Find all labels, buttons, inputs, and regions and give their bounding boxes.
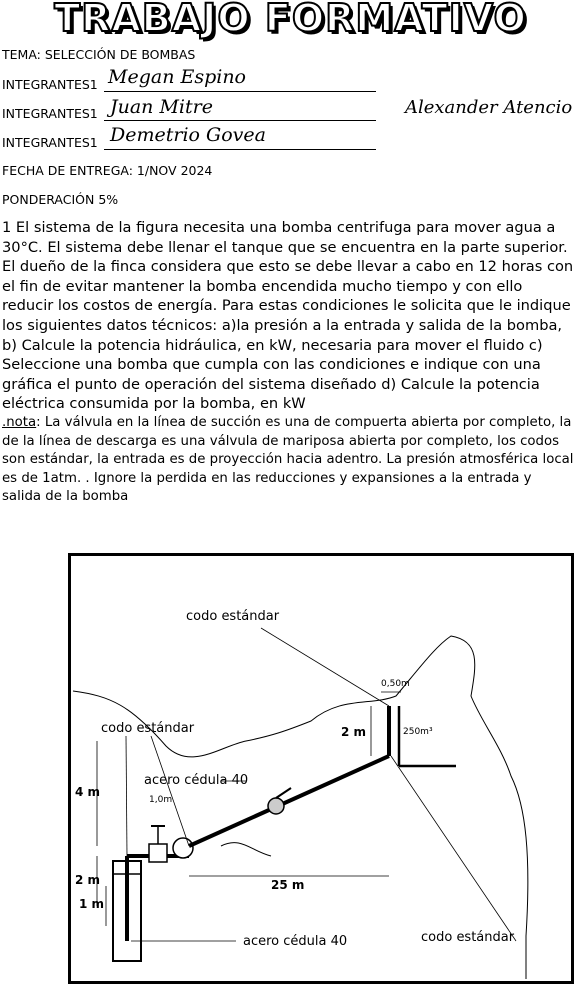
pump [173,838,193,858]
label-acero-top: acero cédula 40 [144,773,249,788]
butterfly-valve [268,798,284,814]
pump-system-diagram [71,556,571,981]
terrain-mound [221,843,271,856]
pump-system-figure [68,553,574,984]
fecha-text: FECHA DE ENTREGA: 1/NOV 2024 [2,163,213,178]
problem-note [2,414,574,507]
dim-050: 0,50m [381,679,410,689]
leader-codo-top [261,628,389,706]
dim-4m: 4 m [75,785,101,799]
dim-25m: 25 m [271,878,305,892]
leader-codo-bottom [391,756,516,941]
problem-statement: 1 El sistema de la figura necesita una bomba centrifuga para mover agua a 30°C. El sistema debe llenar el tanque que se encuentra en la parte superior. El dueño de la finca considera que esto se debe llevar a cabo en 12 horas con el fin de evitar mantener la bomba encendida mucho tiempo y con ello reducir los costos de energía. Para estas condiciones le solicita que le indique los siguientes datos técnicos: a)la presión a la entrada y salida de la bomba, b) Calcule la potencia hidráulica, en kW, necesaria para mover el fluido c) Seleccione una bomba que cumpla con las condiciones e indique con una gráfica el punto de operación del sistema diseñado d) Calcule la potencia eléctrica consumida por la bomba, en kW [2,219,574,413]
ponderacion-text: PONDERACIÓN 5% [2,192,119,207]
dim-2m-left: 2 m [75,873,101,887]
note-body: : La válvula en la línea de succión es una de compuerta abierta por completo, la de la línea de descarga es una válvula de mariposa abierta por completo, los codos son estándar, la entrada es de proyección hacia adentro. La presión atmosférica local es de 1atm. . Ignore la perdida en las reducciones y expansiones a la entrada y salida de la bomba [2,415,574,504]
tema-text: TEMA: SELECCIÓN DE BOMBAS [2,47,196,62]
gate-valve [149,844,167,862]
leader-codo-left-a [126,736,127,856]
member-name-3: Demetrio Govea [110,124,266,146]
label-codo-bottom: codo estándar [421,930,515,945]
discharge-pipe [189,756,389,846]
dim-tank: 250m³ [403,727,433,737]
note-prefix: .nota [2,415,37,430]
label-acero-bottom: acero cédula 40 [243,934,348,949]
signature-line-2 [104,120,376,121]
dim-2m-top: 2 m [341,725,367,739]
page-title: TRABAJO FORMATIVO [54,0,527,40]
signature-line-3 [104,149,376,150]
integrante-label-1: INTEGRANTES1 [2,77,98,92]
label-codo-left: codo estándar [101,721,195,736]
member-name-1: Megan Espino [108,66,247,88]
dim-1m-left: 1 m [79,897,105,911]
member-name-extra: Alexander Atencio [405,97,573,118]
signature-line-1 [104,91,376,92]
butterfly-valve-handle [276,788,291,798]
dim-1m-valve: 1,0m [149,795,173,805]
integrante-label-2: INTEGRANTES1 [2,106,98,121]
label-codo-top: codo estándar [186,609,280,624]
member-name-2: Juan Mitre [110,96,213,118]
integrante-label-3: INTEGRANTES1 [2,135,98,150]
leader-codo-left-b [151,736,189,846]
